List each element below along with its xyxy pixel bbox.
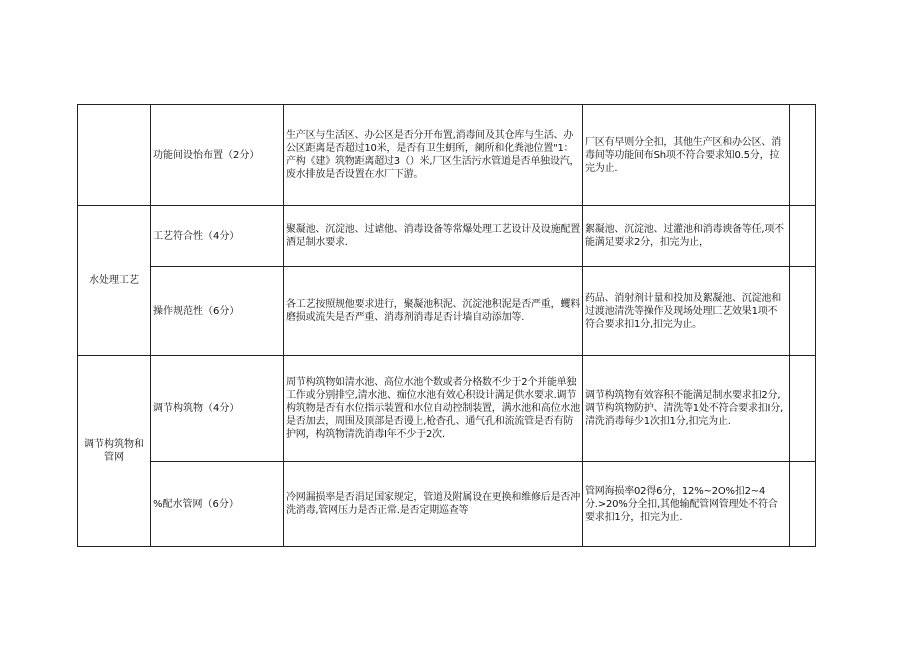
- criteria-cell: 药品、消射剂计量和投加及絮凝池、沉淀池和过渡池清洗等操作及现场处理匚艺效果1项不符合要求扣1分,扣完为止。: [583, 267, 790, 356]
- criteria-cell: 调节构筑物有效容积不能满足制水要求扣2分,调节构筑物防护、清洗等1处不符合要求扣I分,清洗消毒每少1次扣1分,扣完为止.: [583, 356, 790, 462]
- requirement-cell: 生产区与生活区、办公区是否分开布置,消毒间及其仓库与生活、办公区距离是否超过10米，是否有卫生蚏所，阑所和化粪池位置"1：产构《建》筑物距离超过3（）米,厂区生活污水管道是否单独设汽，废水排放是否设置在水厂下游。: [284, 105, 583, 206]
- evaluation-table: [77, 104, 816, 547]
- score-cell: [790, 267, 816, 356]
- table-row: [78, 356, 816, 462]
- criteria-cell: 絮凝池、沉淀池、过灌池和消毒谀备等任,项不能满足要求2分，扣完为止，: [583, 206, 790, 267]
- requirement-cell: 各工艺按照规他要求进行，聚凝池积泥、沉淀池积泥是否严重，蠼料磨损或流失是否严重、消毒剂消毒足否计墙自动添加等.: [284, 267, 583, 356]
- score-cell: [790, 206, 816, 267]
- table-row: [78, 206, 816, 267]
- category-cell-blank: [78, 105, 151, 206]
- requirement-cell: 冷网漏损率是否涓足国家规定，管道及附属设在更换和维修后是否冲洗消毒,管网压力是否正常.是否定期巡查等: [284, 462, 583, 547]
- item-cell: 工艺符合性（4分）: [151, 206, 284, 267]
- item-cell: 功能间设怡布置（2分）: [151, 105, 284, 206]
- score-cell: [790, 462, 816, 547]
- item-cell: 操作规范性（6分）: [151, 267, 284, 356]
- requirement-cell: 聚凝池、沉淀池、过谑他、消毒设备等常爆处理工艺设计及设施配置酒足制水要求.: [284, 206, 583, 267]
- item-cell: 调节构筑物（4分）: [151, 356, 284, 462]
- item-cell: %配水管网（6分）: [151, 462, 284, 547]
- criteria-cell: 管网海损率02得6分，12%~2O%扣2~4分.>20%分全扣,其他输配管网管理处不符合要求扣1分，扣完为止.: [583, 462, 790, 547]
- table-row: [78, 105, 816, 206]
- table-row: [78, 267, 816, 356]
- category-cell-water-treatment: 水处理工艺: [78, 206, 151, 356]
- requirement-cell: 周节构筑物如清水池、高位水池个数或者分格数不少于2个并能单独工作或分别排空,清水池、痂位水池有效心积设计满足供水要求.调节构筑物是否有水位指示装置和水位自动控制装置，满水池和高位水池是否加去，周围及顶部是否谩上,枪杳孔、通气孔和流流管是否有防护网，构筑物清洗消毒I年不少于2次.: [284, 356, 583, 462]
- score-cell: [790, 105, 816, 206]
- criteria-cell: 厂区有早则分全扣，其他生产区和办公区、消毒间等功能间布Sh项不符合要求知0.5分，拉完为止.: [583, 105, 790, 206]
- table-row: [78, 462, 816, 547]
- category-cell-storage-pipes: 调节构筑物和管网: [78, 356, 151, 547]
- score-cell: [790, 356, 816, 462]
